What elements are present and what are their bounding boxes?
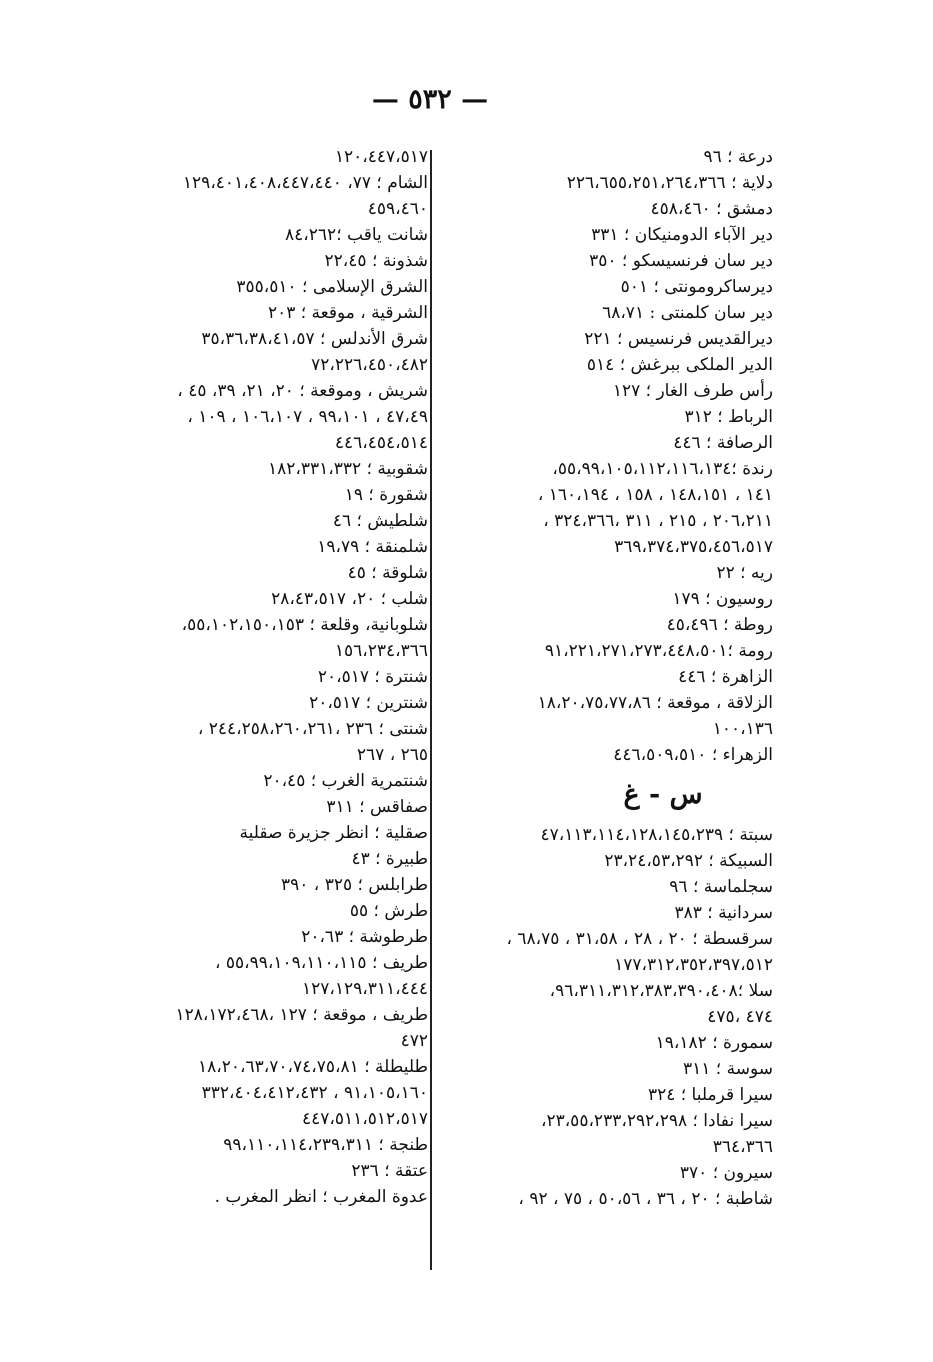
index-entry: الزلاقة ، موقعة ؛ ١٨،٢٠،٧٥،٧٧،٨٦ <box>537 693 773 713</box>
index-entry: صفاقس ؛ ٣١١ <box>326 797 428 817</box>
index-entry: الزهراء ؛ ٤٤٦،٥٠٩،٥١٠ <box>613 745 773 765</box>
index-entry: دلاية ؛ ٢٢٦،٦٥٥،٢٥١،٢٦٤،٣٦٦ <box>566 173 773 193</box>
index-entry: روسيون ؛ ١٧٩ <box>672 589 773 609</box>
index-entry: شاطبة ؛ ٢٠ ، ٣٦ ، ٥٠،٥٦ ، ٧٥ ، ٩٢ ، <box>518 1189 773 1209</box>
index-entry: ٧٢،٢٢٦،٤٥٠،٤٨٢ <box>311 355 428 375</box>
index-entry: الشرقية ، موقعة ؛ ٢٠٣ <box>267 303 428 323</box>
column-divider <box>430 150 432 1270</box>
index-entry: رندة ؛٥٥،٩٩،١٠٥،١١٢،١١٦،١٣٤، <box>552 459 773 479</box>
index-entry: طنجة ؛ ٩٩،١١٠،١١٤،٢٣٩،٣١١ <box>223 1135 428 1155</box>
index-entry: صقلية ؛ انظر جزيرة صقلية <box>239 823 428 843</box>
index-entry: سمورة ؛ ١٩،١٨٢ <box>655 1033 773 1053</box>
index-entry: ٤٤٦،٤٥٤،٥١٤ <box>334 433 428 453</box>
index-entry: شذونة ؛ ٢٢،٤٥ <box>324 251 428 271</box>
index-entry: طريف ؛ ٥٥،٩٩،١٠٩،١١٠،١١٥ ، <box>215 953 428 973</box>
index-entry: ٤٧،٤٩ ، ٩٩،١٠١ ، ١٠٦،١٠٧ ، ١٠٩ ، <box>187 407 428 427</box>
index-entry: سيرا نفادا ؛ ٢٣،٥٥،٢٣٣،٢٩٢،٢٩٨، <box>540 1111 773 1131</box>
index-column-left <box>18 144 428 1210</box>
index-entry: شنترة ؛ ٢٠،٥١٧ <box>317 667 428 687</box>
index-entry: روطة ؛ ٤٥،٤٩٦ <box>666 615 773 635</box>
index-entry: دير سان كلمنتى : ٦٨،٧١ <box>602 303 773 323</box>
index-entry: السبيكة ؛ ٢٣،٢٤،٥٣،٢٩٢ <box>604 851 773 871</box>
index-entry: رأس طرف الغار ؛ ١٢٧ <box>612 381 773 401</box>
index-entry: ديرساكرومونتى ؛ ٥٠١ <box>620 277 773 297</box>
index-entry: الرباط ؛ ٣١٢ <box>684 407 773 427</box>
index-entry: ١٢٠،٤٤٧،٥١٧ <box>334 147 428 167</box>
index-entry: سردانية ؛ ٣٨٣ <box>674 903 773 923</box>
index-entry: طرابلس ؛ ٣٢٥ ، ٣٩٠ <box>281 875 428 895</box>
index-entry: شلوقة ؛ ٤٥ <box>347 563 428 583</box>
index-entry: شنتى ؛ ٢٣٦ ،٢٤٤،٢٥٨،٢٦٠،٢٦١ ، <box>197 719 428 739</box>
index-entry: سيرون ؛ ٣٧٠ <box>679 1163 773 1183</box>
index-entry: ١٥٦،٢٣٤،٣٦٦ <box>334 641 428 661</box>
index-entry: ١٠٠،١٣٦ <box>712 719 773 739</box>
index-entry: شرق الأندلس ؛ ٣٥،٣٦،٣٨،٤١،٥٧ <box>201 329 428 349</box>
index-entry: طليطلة ؛ ١٨،٢٠،٦٣،٧٠،٧٤،٧٥،٨١ <box>198 1057 428 1077</box>
index-entry: ٩١،١٠٥،١٦٠ ، ٣٣٢،٤٠٤،٤١٢،٤٣٢ <box>201 1083 428 1103</box>
index-entry: ٤٧٢ <box>400 1031 428 1051</box>
index-entry: الشرق الإسلامى ؛ ٣٥٥،٥١٠ <box>236 277 428 297</box>
index-entry: ٤٧٤ ،٤٧٥ <box>707 1007 773 1027</box>
index-entry: ٤٥٩،٤٦٠ <box>367 199 428 219</box>
index-entry: دير سان فرنسيسكو ؛ ٣٥٠ <box>589 251 773 271</box>
index-entry: شانت ياقب ؛٨٤،٢٦٢ <box>285 225 428 245</box>
index-entry: شلمنقة ؛ ١٩،٧٩ <box>317 537 428 557</box>
index-entry: طريف ، موقعة ؛ ١٢٧ ،١٢٨،١٧٢،٤٦٨ <box>175 1005 428 1025</box>
index-entry: شلوبانية، وقلعة ؛ ٥٥،١٠٢،١٥٠،١٥٣، <box>181 615 428 635</box>
index-entry: ٢٦٥ ، ٢٦٧ <box>356 745 428 765</box>
index-entry: ٣٦٤،٣٦٦ <box>712 1137 773 1157</box>
index-entry: ديرالقديس فرنسيس ؛ ٢٢١ <box>584 329 773 349</box>
index-entry: رومة ؛٩١،٢٢١،٢٧١،٢٧٣،٤٤٨،٥٠١ <box>544 641 773 661</box>
section-heading: س - غ <box>623 779 703 810</box>
index-entry: ١٢٧،١٢٩،٣١١،٤٤٤ <box>301 979 428 999</box>
index-entry: شنتمرية الغرب ؛ ٢٠،٤٥ <box>263 771 428 791</box>
index-entry: طبيرة ؛ ٤٣ <box>351 849 428 869</box>
index-entry: شنترين ؛ ٢٠،٥١٧ <box>309 693 428 713</box>
index-entry: شلطيش ؛ ٤٦ <box>332 511 428 531</box>
index-entry: ريه ؛ ٢٢ <box>716 563 773 583</box>
index-entry: الرصافة ؛ ٤٤٦ <box>673 433 773 453</box>
index-entry: عدوة المغرب ؛ انظر المغرب . <box>214 1187 428 1207</box>
index-entry: ٢٠٦،٢١١ ، ٢١٥ ، ٣١١ ،٣٢٤،٣٦٦ ، <box>543 511 773 531</box>
index-entry: دير الآباء الدومنيكان ؛ ٣٣١ <box>591 225 773 245</box>
index-entry: شقورة ؛ ١٩ <box>344 485 428 505</box>
index-entry: عتقة ؛ ٢٣٦ <box>351 1161 428 1181</box>
index-entry: شريش ، وموقعة ؛ ٢٠، ٢١، ٣٩، ٤٥ ، <box>177 381 428 401</box>
index-column-right <box>433 144 773 1212</box>
index-entry: سوسة ؛ ٣١١ <box>682 1059 773 1079</box>
index-entry: سيرا قرملبا ؛ ٣٢٤ <box>647 1085 773 1105</box>
index-entry: طرش ؛ ٥٥ <box>349 901 428 921</box>
index-entry: ٣٦٩،٣٧٤،٣٧٥،٤٥٦،٥١٧ <box>614 537 773 557</box>
index-entry: سجلماسة ؛ ٩٦ <box>669 877 773 897</box>
index-entry: ١٧٧،٣١٢،٣٥٢،٣٩٧،٥١٢ <box>614 955 773 975</box>
index-entry: درعة ؛ ٩٦ <box>703 147 773 167</box>
index-entry: ١٤١ ، ١٤٨،١٥١ ، ١٥٨ ، ١٦٠،١٩٤ ، <box>537 485 773 505</box>
index-entry: دمشق ؛ ٤٥٨،٤٦٠ <box>650 199 773 219</box>
index-entry: الزاهرة ؛ ٤٤٦ <box>678 667 773 687</box>
index-entry: شلب ؛ ٢٠، ٢٨،٤٣،٥١٧ <box>271 589 428 609</box>
page-number: — ٥٣٢ — <box>371 84 489 115</box>
index-entry: سرقسطة ؛ ٢٠ ، ٢٨ ، ٣١،٥٨ ، ٦٨،٧٥ ، <box>506 929 773 949</box>
index-entry: الدير الملكى ببرغش ؛ ٥١٤ <box>586 355 773 375</box>
index-entry: سبتة ؛ ٤٧،١١٣،١١٤،١٢٨،١٤٥،٢٣٩ <box>540 825 773 845</box>
index-entry: الشام ؛ ٧٧، ١٢٩،٤٠١،٤٠٨،٤٤٧،٤٤٠ <box>182 173 428 193</box>
index-entry: شقوبية ؛ ١٨٢،٣٣١،٣٣٢ <box>268 459 428 479</box>
index-entry: ٤٤٧،٥١١،٥١٢،٥١٧ <box>301 1109 428 1129</box>
index-entry: طرطوشة ؛ ٢٠،٦٣ <box>301 927 428 947</box>
index-entry: سلا ؛٩٦،٣١١،٣١٢،٣٨٣،٣٩٠،٤٠٨، <box>549 981 773 1001</box>
